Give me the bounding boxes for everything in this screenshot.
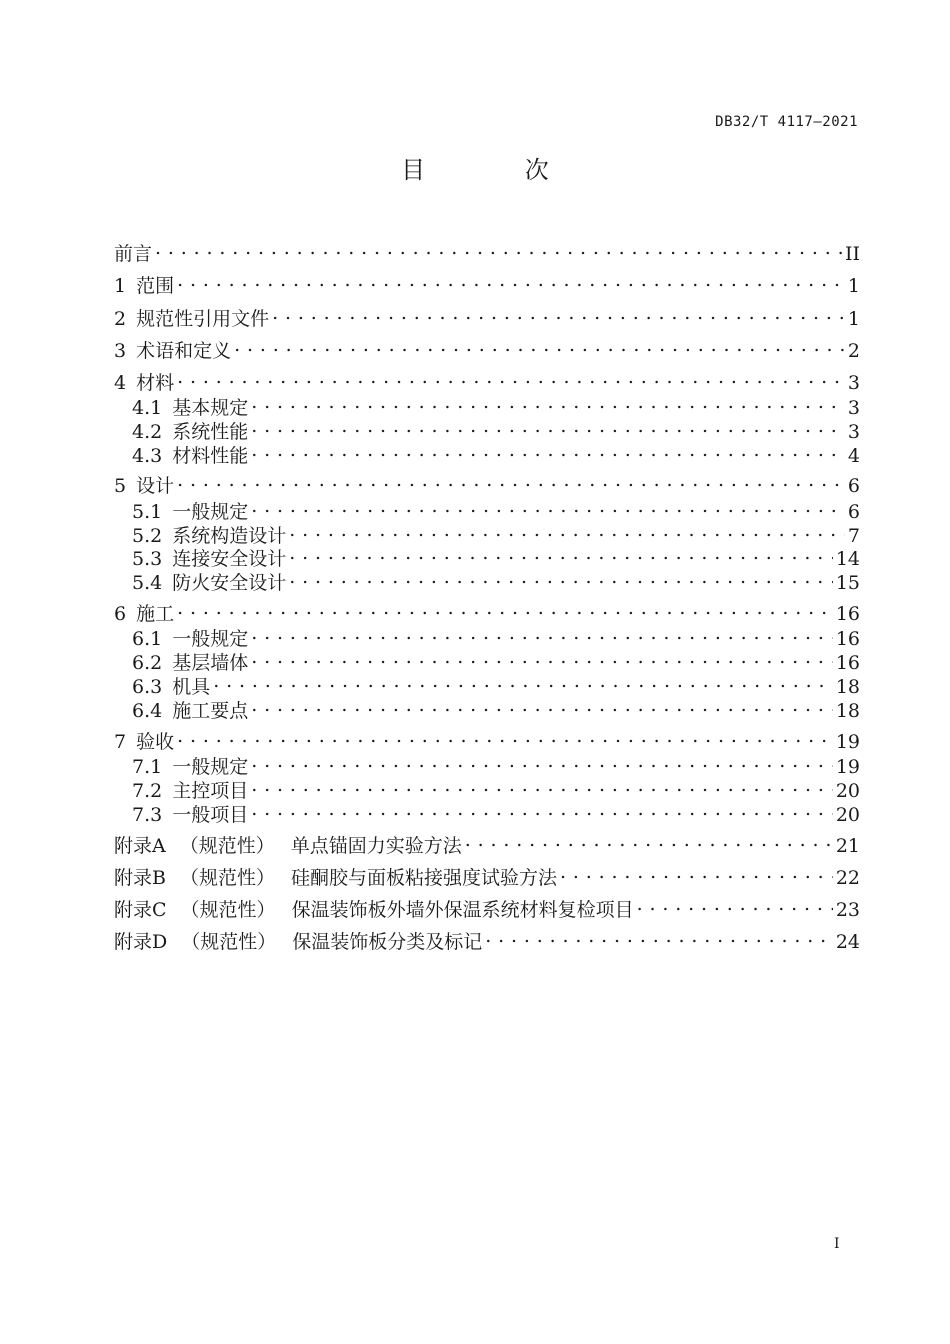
toc-entry-page: 16 bbox=[835, 652, 860, 674]
dot-leader bbox=[560, 860, 833, 884]
dot-leader bbox=[213, 669, 833, 693]
toc-entry-4-3[interactable] bbox=[132, 438, 860, 468]
dot-leader bbox=[251, 621, 833, 645]
toc-entry-label: 保温装饰板外墙外保温系统材料复检项目 bbox=[291, 899, 634, 921]
dot-leader bbox=[177, 724, 833, 748]
toc-entry-number: 3 bbox=[114, 340, 127, 362]
toc-entry-2[interactable] bbox=[114, 301, 860, 331]
toc-entry-label: 系统构造设计 bbox=[172, 525, 287, 547]
dot-leader bbox=[251, 494, 845, 518]
toc-entry-number: 5 bbox=[114, 475, 127, 497]
toc-entry-preface[interactable] bbox=[114, 236, 860, 266]
toc-entry-page: 22 bbox=[835, 867, 860, 889]
toc-entry-number: 5.4 bbox=[132, 572, 163, 594]
toc-entry-label: 材料性能 bbox=[172, 445, 249, 467]
dot-leader bbox=[289, 541, 833, 565]
dot-leader bbox=[251, 438, 845, 462]
dot-leader bbox=[251, 414, 845, 438]
dot-leader bbox=[251, 773, 833, 797]
toc-entry-number: 6.2 bbox=[132, 652, 163, 674]
toc-entry-number: 附录B bbox=[114, 867, 166, 889]
dot-leader bbox=[155, 236, 842, 260]
page-title: 目 次 bbox=[401, 156, 595, 184]
toc-entry-page: 6 bbox=[847, 475, 860, 497]
toc-entry-label: 一般项目 bbox=[172, 804, 249, 826]
toc-entry-3[interactable] bbox=[114, 333, 860, 363]
toc-entry-number: 附录D bbox=[114, 931, 168, 953]
dot-leader bbox=[251, 749, 833, 773]
toc-entry-number: 4.1 bbox=[132, 397, 163, 419]
toc-entry-label: 施工要点 bbox=[172, 700, 249, 722]
toc-entry-page: 1 bbox=[847, 275, 860, 297]
toc-entry-number: 5.3 bbox=[132, 548, 163, 570]
toc-entry-page: 3 bbox=[847, 372, 860, 394]
toc-entry-label: 系统性能 bbox=[172, 421, 249, 443]
toc-entry-number: 7.3 bbox=[132, 804, 163, 826]
toc-entry-appendix-c[interactable] bbox=[114, 892, 860, 922]
toc-entry-page: 2 bbox=[847, 340, 860, 362]
dot-leader bbox=[251, 693, 833, 717]
toc-entry-appendix-a[interactable] bbox=[114, 828, 860, 858]
toc-entry-page: 16 bbox=[835, 603, 860, 625]
dot-leader bbox=[251, 645, 833, 669]
toc-entry-page: 1 bbox=[847, 308, 860, 330]
dot-leader bbox=[251, 390, 845, 414]
toc-entry-label: 一般规定 bbox=[172, 756, 249, 778]
toc-entry-label: 材料 bbox=[136, 372, 175, 394]
dot-leader bbox=[637, 892, 833, 916]
toc-entry-page: 14 bbox=[835, 548, 860, 570]
dot-leader bbox=[177, 268, 845, 292]
dot-leader bbox=[251, 797, 833, 821]
toc-entry-label: 范围 bbox=[136, 275, 175, 297]
toc-entry-number: 7.1 bbox=[132, 756, 163, 778]
toc-entry-page: 23 bbox=[835, 899, 860, 921]
document-code: DB32/T 4117—2021 bbox=[715, 114, 858, 130]
toc-entry-page: 3 bbox=[847, 397, 860, 419]
toc-entry-kind: （规范性） bbox=[180, 899, 276, 921]
toc-entry-page: 15 bbox=[835, 572, 860, 594]
toc-entry-kind: （规范性） bbox=[179, 835, 275, 857]
toc-entry-page: 24 bbox=[835, 931, 860, 953]
dot-leader bbox=[289, 518, 845, 542]
toc-entry-label: 硅酮胶与面板粘接强度试验方法 bbox=[290, 867, 557, 889]
toc-entry-number: 6.1 bbox=[132, 628, 163, 650]
dot-leader bbox=[272, 301, 845, 325]
toc-entry-label: 机具 bbox=[172, 676, 211, 698]
toc-entry-number: 6.3 bbox=[132, 676, 163, 698]
toc-entry-label: 规范性引用文件 bbox=[136, 308, 270, 330]
toc-entry-number: 1 bbox=[114, 275, 127, 297]
toc-entry-7-3[interactable] bbox=[132, 797, 860, 827]
page-number: I bbox=[834, 1236, 840, 1252]
toc-entry-label: 验收 bbox=[136, 731, 175, 753]
toc-entry-number: 7 bbox=[114, 731, 127, 753]
toc-entry-page: 4 bbox=[847, 445, 860, 467]
toc-entry-5-4[interactable] bbox=[132, 565, 860, 595]
toc-entry-label: 设计 bbox=[136, 475, 175, 497]
toc-entry-label: 术语和定义 bbox=[136, 340, 232, 362]
toc-entry-page: 6 bbox=[847, 501, 860, 523]
toc-entry-number: 附录A bbox=[114, 835, 166, 857]
toc-entry-appendix-b[interactable] bbox=[114, 860, 860, 890]
toc-entry-page: 20 bbox=[835, 780, 860, 802]
dot-leader bbox=[234, 333, 845, 357]
toc-entry-label: 施工 bbox=[136, 603, 175, 625]
dot-leader bbox=[465, 828, 833, 852]
dot-leader bbox=[177, 468, 845, 492]
toc-entry-page: 19 bbox=[835, 731, 860, 753]
dot-leader bbox=[485, 924, 833, 948]
toc-entry-kind: （规范性） bbox=[179, 867, 275, 889]
toc-entry-label: 主控项目 bbox=[172, 780, 249, 802]
toc-entry-kind: （规范性） bbox=[181, 931, 277, 953]
toc-entry-page: 20 bbox=[835, 804, 860, 826]
toc-entry-label: 连接安全设计 bbox=[172, 548, 287, 570]
toc-entry-number: 5.2 bbox=[132, 525, 163, 547]
toc-entry-number: 6 bbox=[114, 603, 127, 625]
toc-entry-label: 单点锚固力实验方法 bbox=[290, 835, 462, 857]
toc-entry-label: 保温装饰板分类及标记 bbox=[292, 931, 483, 953]
toc-entry-label: 基本规定 bbox=[172, 397, 249, 419]
toc-entry-label: 前言 bbox=[114, 243, 153, 265]
toc-entry-number: 2 bbox=[114, 308, 127, 330]
toc-entry-page: 3 bbox=[847, 421, 860, 443]
toc-entry-appendix-d[interactable] bbox=[114, 924, 860, 954]
toc-entry-page: 16 bbox=[835, 628, 860, 650]
toc-entry-1[interactable] bbox=[114, 268, 860, 298]
toc-entry-number: 4.3 bbox=[132, 445, 163, 467]
toc-entry-label: 基层墙体 bbox=[172, 652, 249, 674]
toc-entry-page: 21 bbox=[835, 835, 860, 857]
dot-leader bbox=[177, 365, 845, 389]
toc-entry-page: 18 bbox=[835, 700, 860, 722]
toc-entry-number: 5.1 bbox=[132, 501, 163, 523]
toc-entry-label: 防火安全设计 bbox=[172, 572, 287, 594]
toc-entry-page: 19 bbox=[835, 756, 860, 778]
toc-entry-label: 一般规定 bbox=[172, 628, 249, 650]
toc-entry-number: 4.2 bbox=[132, 421, 163, 443]
dot-leader bbox=[289, 565, 833, 589]
toc-entry-page: 18 bbox=[835, 676, 860, 698]
toc-entry-number: 附录C bbox=[114, 899, 167, 921]
toc-entry-number: 4 bbox=[114, 372, 127, 394]
toc-entry-page: II bbox=[844, 243, 860, 265]
toc-entry-number: 7.2 bbox=[132, 780, 163, 802]
dot-leader bbox=[177, 596, 833, 620]
toc-entry-label: 一般规定 bbox=[172, 501, 249, 523]
toc-entry-number: 6.4 bbox=[132, 700, 163, 722]
toc-entry-page: 7 bbox=[847, 525, 860, 547]
toc-entry-6-4[interactable] bbox=[132, 693, 860, 723]
